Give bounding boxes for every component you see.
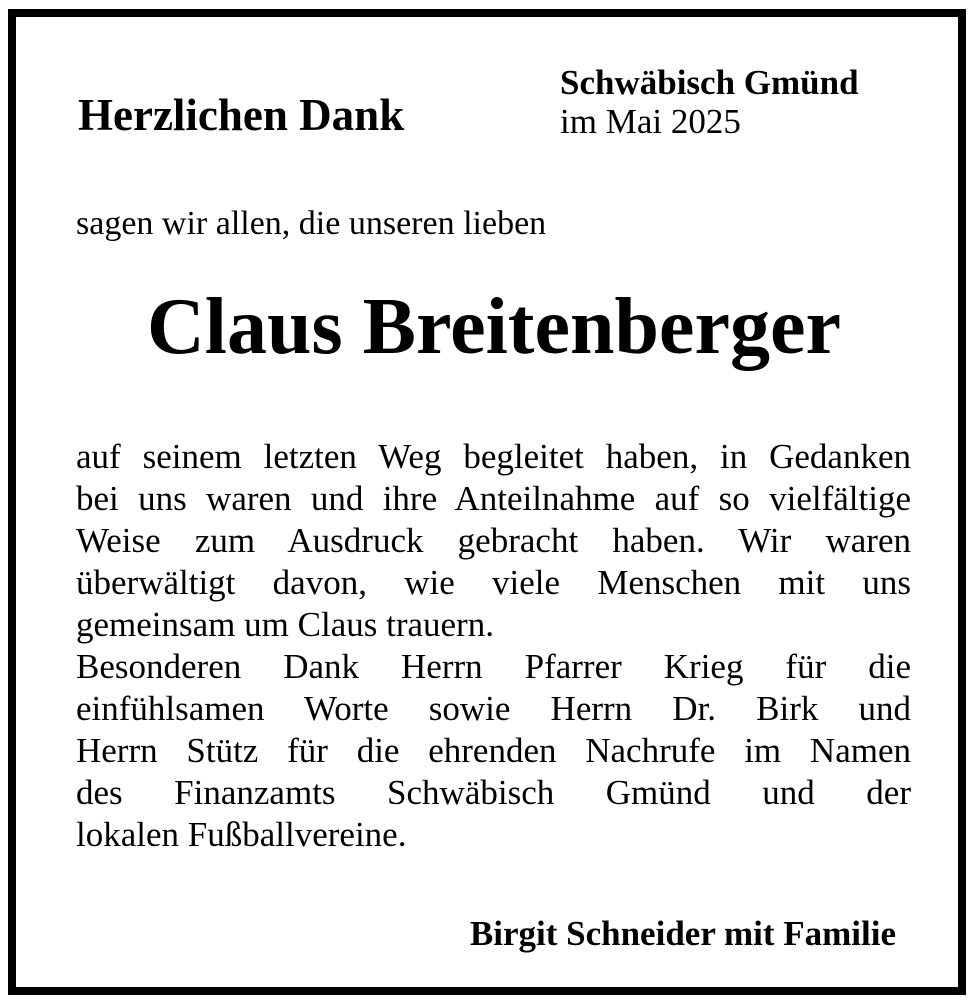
body-line: überwältigt davon, wie viele Menschen mit uns xyxy=(76,563,911,602)
signature: Birgit Schneider mit Familie xyxy=(469,914,896,953)
body-line: auf seinem letzten Weg begleitet haben, in Gedanken xyxy=(76,437,911,476)
body-line: bei uns waren und ihre Anteilnahme auf so vielfältige xyxy=(76,479,911,518)
body-text xyxy=(76,436,911,856)
date: im Mai 2025 xyxy=(560,102,741,141)
body-line: des Finanzamts Schwäbisch Gmünd und der xyxy=(76,773,911,812)
deceased-name: Claus Breitenberger xyxy=(147,283,841,371)
body-line: Besonderen Dank Herrn Pfarrer Krieg für die xyxy=(76,647,911,686)
notice-frame xyxy=(8,9,966,995)
place: Schwäbisch Gmünd xyxy=(560,63,859,102)
place-date-block xyxy=(560,65,859,139)
intro-text: sagen wir allen, die unseren lieben xyxy=(76,205,547,242)
heading: Herzlichen Dank xyxy=(78,90,405,140)
body-line: Weise zum Ausdruck gebracht haben. Wir waren xyxy=(76,521,911,560)
body-line: gemeinsam um Claus trauern. xyxy=(76,605,494,644)
body-line: einfühlsamen Worte sowie Herrn Dr. Birk und xyxy=(76,689,911,728)
body-line: Herrn Stütz für die ehrenden Nachrufe im Namen xyxy=(76,731,911,770)
body-line: lokalen Fußballvereine. xyxy=(76,815,407,854)
